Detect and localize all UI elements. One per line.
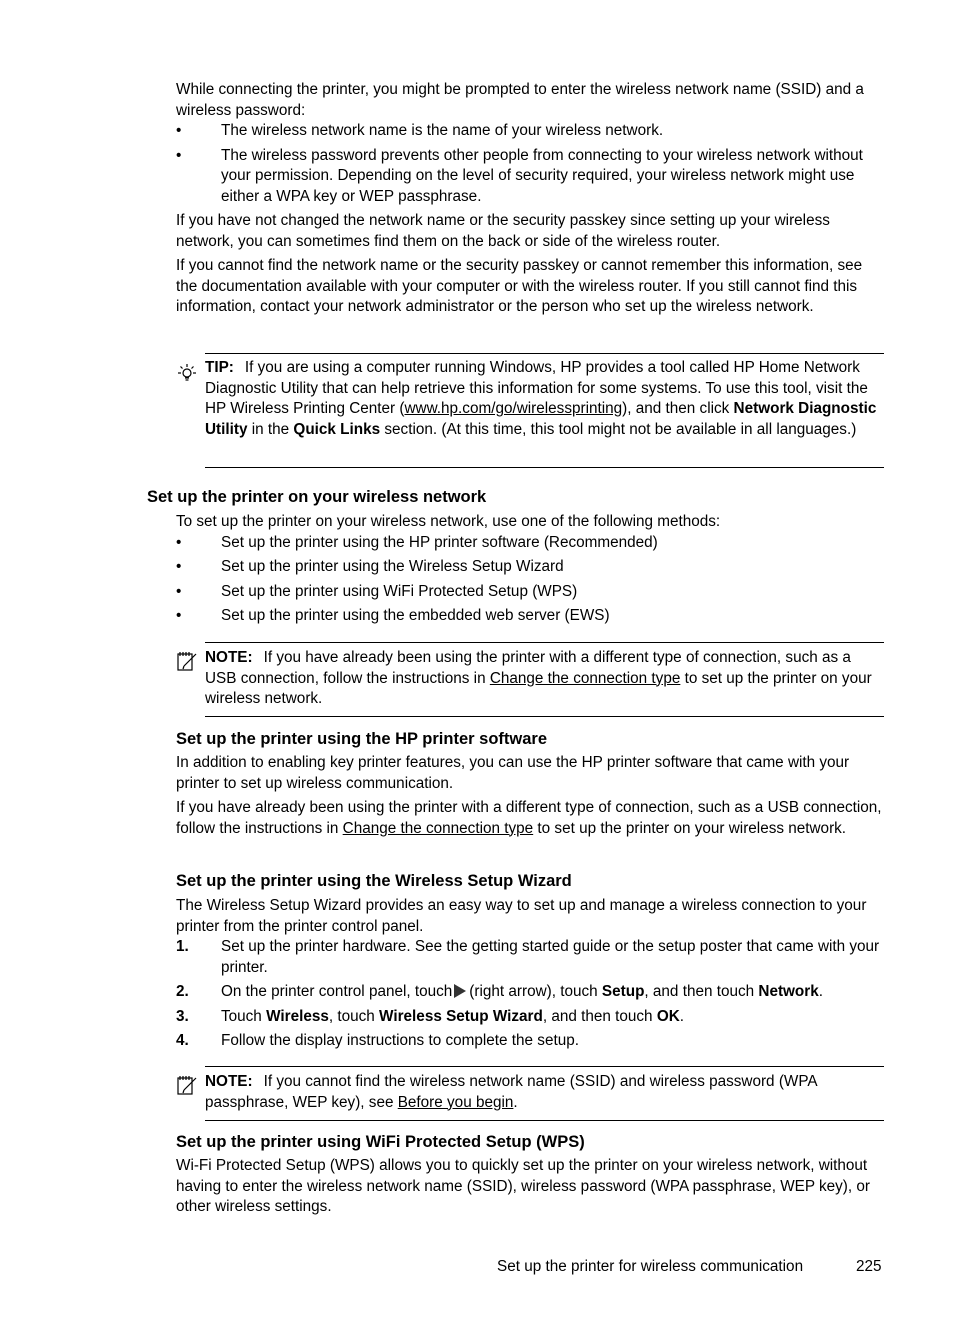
divider: [205, 353, 884, 354]
note-icon: [176, 650, 198, 672]
section-heading-hp-software: Set up the printer using the HP printer software: [176, 730, 547, 748]
divider: [205, 716, 884, 717]
intro-block: [176, 80, 886, 318]
list-item: • The wireless network name is the name of your wireless network.: [176, 121, 886, 142]
wizard-steps: [176, 937, 886, 1052]
page-number: 225: [856, 1258, 882, 1275]
section4-body: [176, 1156, 886, 1218]
note-box-connection: [176, 642, 884, 718]
divider: [205, 1066, 884, 1067]
divider: [205, 1120, 884, 1121]
wireless-printing-link[interactable]: www.hp.com/go/wirelessprinting: [404, 400, 623, 417]
note-label: NOTE:: [205, 649, 253, 666]
section2-paragraph-1: In addition to enabling key printer features, you can use the HP printer software that came with your printer to set up wireless communication.: [176, 754, 850, 792]
section-heading-wps: Set up the printer using WiFi Protected Setup (WPS): [176, 1133, 585, 1151]
section2-body: [176, 753, 886, 839]
section-heading-wireless-network: Set up the printer on your wireless network: [147, 488, 487, 506]
list-item: • Set up the printer using WiFi Protected Setup (WPS): [176, 582, 886, 603]
note-text: NOTE: If you cannot find the wireless network name (SSID) and wireless password (WPA passphrase, WEP key), see Before you begin.: [205, 1073, 817, 1111]
list-item: 2. On the printer control panel, touch (right arrow), touch Setup, and then touch Network.: [176, 983, 823, 1000]
section4-paragraph-1: Wi-Fi Protected Setup (WPS) allows you to quickly set up the printer on your wireless network, without having to enter the wireless network name (SSID), wireless password (WPA passphrase, WEP key), or other wireless settings.: [176, 1157, 871, 1215]
footer-section-title: Set up the printer for wireless communication: [497, 1258, 804, 1275]
tip-label: TIP:: [205, 359, 234, 376]
intro-paragraph-1: While connecting the printer, you might be prompted to enter the wireless network name (SSID) and a wireless password:: [176, 81, 864, 119]
section-heading-setup-wizard: Set up the printer using the Wireless Setup Wizard: [176, 872, 572, 890]
right-arrow-icon: [454, 984, 466, 998]
divider: [205, 467, 884, 468]
list-item: 3. Touch Wireless, touch Wireless Setup Wizard, and then touch OK.: [176, 1007, 685, 1025]
section1-body: [176, 512, 886, 631]
divider: [205, 642, 884, 643]
bullet-icon: •: [176, 607, 182, 624]
intro-paragraph-3: If you cannot find the network name or the security passkey or cannot remember this information, see the documentation available with your computer or with the wireless router. If you still cannot find this information, contact your network administrator or the person who set up the wireless network.: [176, 257, 863, 315]
list-item: • Set up the printer using the HP printer software (Recommended): [176, 533, 886, 554]
note-label: NOTE:: [205, 1073, 253, 1090]
note-text: NOTE: If you have already been using the printer with a different type of connection, such as a USB connection, follow the instructions in Change the connection type to set up the printer on your wireless network.: [205, 649, 872, 707]
lightbulb-icon: [176, 363, 198, 385]
list-item: • Set up the printer using the embedded web server (EWS): [176, 606, 886, 627]
note-icon: [176, 1074, 198, 1096]
bullet-icon: •: [176, 533, 182, 551]
section3-paragraph-1: The Wireless Setup Wizard provides an easy way to set up and manage a wireless connection to your printer from the printer control panel.: [176, 897, 867, 935]
list-item: 1. Set up the printer hardware. See the getting started guide or the setup poster that came with your printer.: [176, 938, 880, 976]
methods-list: [176, 533, 886, 627]
list-item: • The wireless password prevents other people from connecting to your wireless network without your permission. Depending on the level of security required, your wireless network might use either a WPA key or WEP passphrase.: [176, 146, 863, 205]
bullet-icon: •: [176, 558, 182, 575]
section2-paragraph-2: If you have already been using the printer with a different type of connection, such as a USB connection, follow the instructions in Change the connection type to set up the printer on your wireless network.: [176, 799, 882, 837]
section1-intro: To set up the printer on your wireless network, use one of the following methods:: [176, 513, 721, 530]
change-connection-type-link[interactable]: Change the connection type: [489, 669, 681, 687]
before-you-begin-link[interactable]: Before you begin: [397, 1093, 514, 1111]
section3-body: [176, 896, 886, 1056]
intro-paragraph-2: If you have not changed the network name or the security passkey since setting up your wireless network, you can sometimes find them on the back or side of the wireless router.: [176, 212, 830, 250]
tip-box: [176, 353, 884, 469]
tip-text: TIP: If you are using a computer running Windows, HP provides a tool called HP Home Network Diagnostic Utility that can help retrieve this information for some systems. To use this tool, visit the HP Wireless Printing Center (www.hp.com/go/wirelessprinting), and then click Network Diagnostic Utility in the Quick Links section. (At this time, this tool might not be available in all languages.): [205, 359, 877, 438]
change-connection-type-link[interactable]: Change the connection type: [342, 819, 534, 837]
bullet-icon: •: [176, 122, 182, 139]
note-box-before-begin: [176, 1066, 884, 1122]
bullet-icon: •: [176, 582, 182, 600]
bullet-icon: •: [176, 146, 182, 164]
list-item: • Set up the printer using the Wireless Setup Wizard: [176, 557, 886, 578]
list-item: 4. Follow the display instructions to complete the setup.: [176, 1032, 579, 1049]
intro-bullet-list: [176, 121, 886, 207]
